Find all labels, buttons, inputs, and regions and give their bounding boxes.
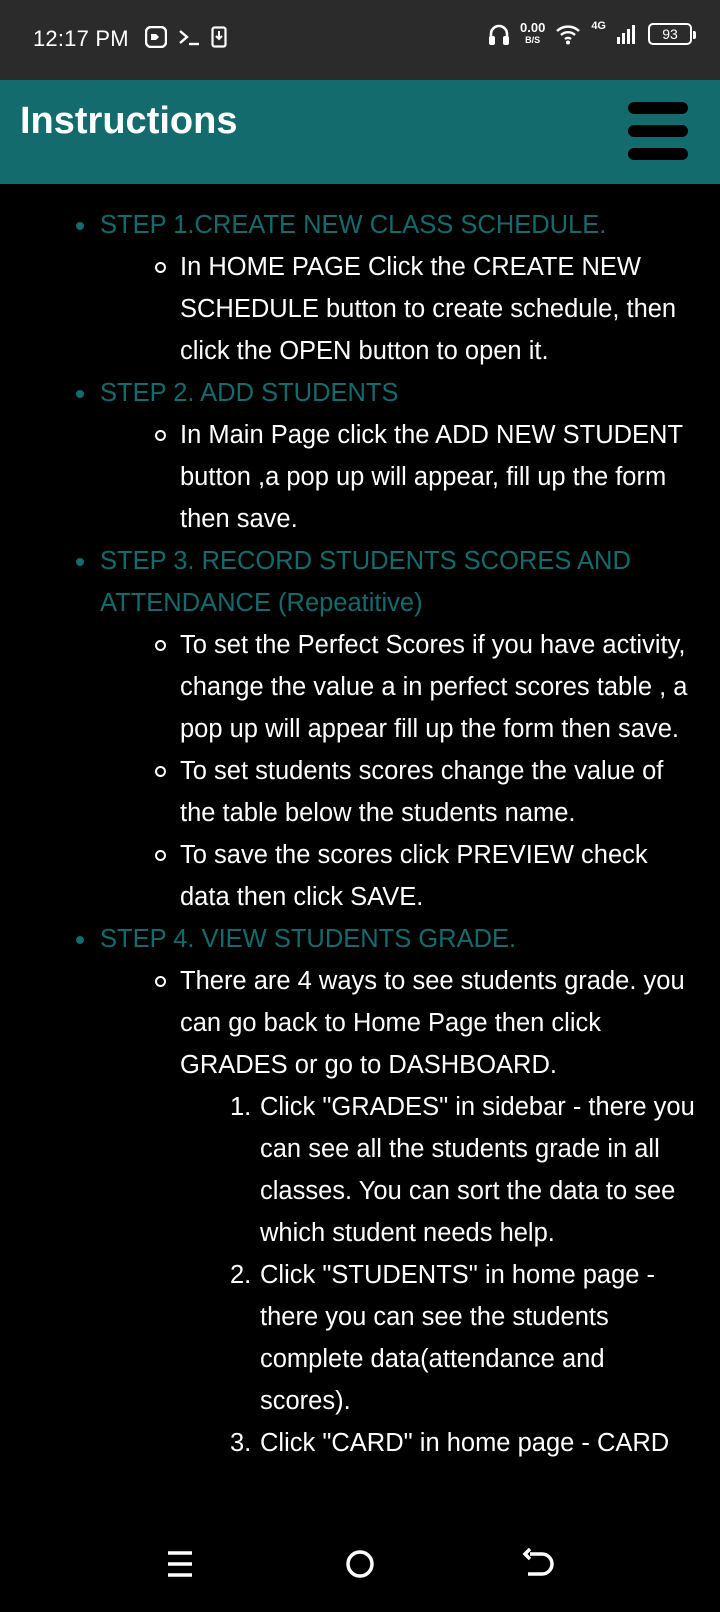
app-header [0, 80, 720, 184]
step-title: STEP 2. ADD STUDENTS [100, 379, 399, 407]
list-item-text: In Main Page click the ADD NEW STUDENT button ,a pop up will appear, fill up the form then save. [180, 421, 683, 533]
network-speed-value: 0.00 [520, 20, 546, 35]
instructions-content[interactable] [0, 184, 720, 1516]
ordered-item-text: Click "GRADES" in sidebar - there you can see all the students grade in all classes. You can sort the data to see which student needs help. [260, 1093, 695, 1247]
bullet-disc-icon [76, 390, 84, 398]
step-sub-list [100, 414, 708, 540]
step-1 [0, 204, 720, 372]
bullet-circle-icon [155, 850, 166, 861]
list-item [100, 414, 708, 540]
headphones-icon [488, 22, 510, 46]
list-item-text: To set students scores change the value of the table below the students name. [180, 757, 664, 827]
list-item [100, 246, 708, 372]
step-3 [0, 540, 720, 918]
list-item-text: To set the Perfect Scores if you have activity, change the value a in perfect scores table , a pop up will appear fill up the form then save. [180, 631, 688, 743]
bullet-disc-icon [76, 222, 84, 230]
battery-icon [648, 23, 692, 45]
list-item [100, 960, 708, 1464]
bullet-circle-icon [155, 430, 166, 441]
step-4 [0, 918, 720, 1464]
step-sub-list [100, 960, 708, 1464]
menu-icon [628, 102, 688, 114]
list-item [100, 624, 708, 750]
list-item-text: To save the scores click PREVIEW check data then click SAVE. [180, 841, 648, 911]
step-title: STEP 1.CREATE NEW CLASS SCHEDULE. [100, 211, 607, 239]
step-title: STEP 4. VIEW STUDENTS GRADE. [100, 925, 517, 953]
network-type: 4G [591, 20, 606, 32]
list-item-text: There are 4 ways to see students grade. you can go back to Home Page then click GRADES or go to DASHBOARD. [180, 967, 685, 1079]
menu-icon-bar [628, 125, 688, 137]
wifi-icon [555, 23, 581, 45]
list-number: 3. [230, 1429, 252, 1457]
download-icon [211, 26, 227, 48]
list-item-text: In HOME PAGE Click the CREATE NEW SCHEDULE button to create schedule, then click the OPEN button to open it. [180, 253, 677, 365]
ways-list [180, 1086, 700, 1464]
network-speed [520, 22, 545, 46]
bullet-disc-icon [76, 936, 84, 944]
page-title: Instructions [20, 100, 238, 142]
ordered-list-item [180, 1086, 700, 1254]
bullet-circle-icon [155, 976, 166, 987]
ordered-item-text: Click "CARD" in home page - CARD [260, 1429, 670, 1457]
recent-apps-button[interactable] [162, 1546, 198, 1582]
status-notification-icons [145, 26, 227, 48]
home-button[interactable] [342, 1546, 378, 1582]
step-title: STEP 3. RECORD STUDENTS SCORES AND ATTENDANCE (Repeatitive) [100, 547, 631, 617]
terminal-icon [177, 26, 201, 48]
ordered-list-item [180, 1254, 700, 1422]
ordered-list-item [180, 1422, 700, 1464]
back-button[interactable] [520, 1546, 556, 1582]
bullet-circle-icon [155, 262, 166, 273]
status-bar [0, 0, 720, 80]
bullet-disc-icon [76, 558, 84, 566]
signal-icon [616, 23, 638, 45]
system-navigation-bar [0, 1516, 720, 1612]
network-speed-unit: B/S [525, 35, 541, 45]
steps-list [0, 204, 720, 1464]
app-notification-icon [145, 26, 167, 48]
hamburger-menu-button[interactable] [628, 102, 688, 160]
step-sub-list [100, 624, 708, 918]
bullet-circle-icon [155, 640, 166, 651]
list-item [100, 750, 708, 834]
list-number: 1. [230, 1093, 252, 1121]
battery-level: 93 [662, 26, 678, 42]
ordered-item-text: Click "STUDENTS" in home page - there you can see the students complete data(attendance and scores). [260, 1261, 656, 1415]
status-right-icons [488, 22, 692, 46]
menu-icon-bar [628, 148, 688, 160]
list-number: 2. [230, 1261, 252, 1289]
status-time: 12:17 PM [33, 26, 129, 51]
step-sub-list [100, 246, 708, 372]
bullet-circle-icon [155, 766, 166, 777]
step-2 [0, 372, 720, 540]
list-item [100, 834, 708, 918]
